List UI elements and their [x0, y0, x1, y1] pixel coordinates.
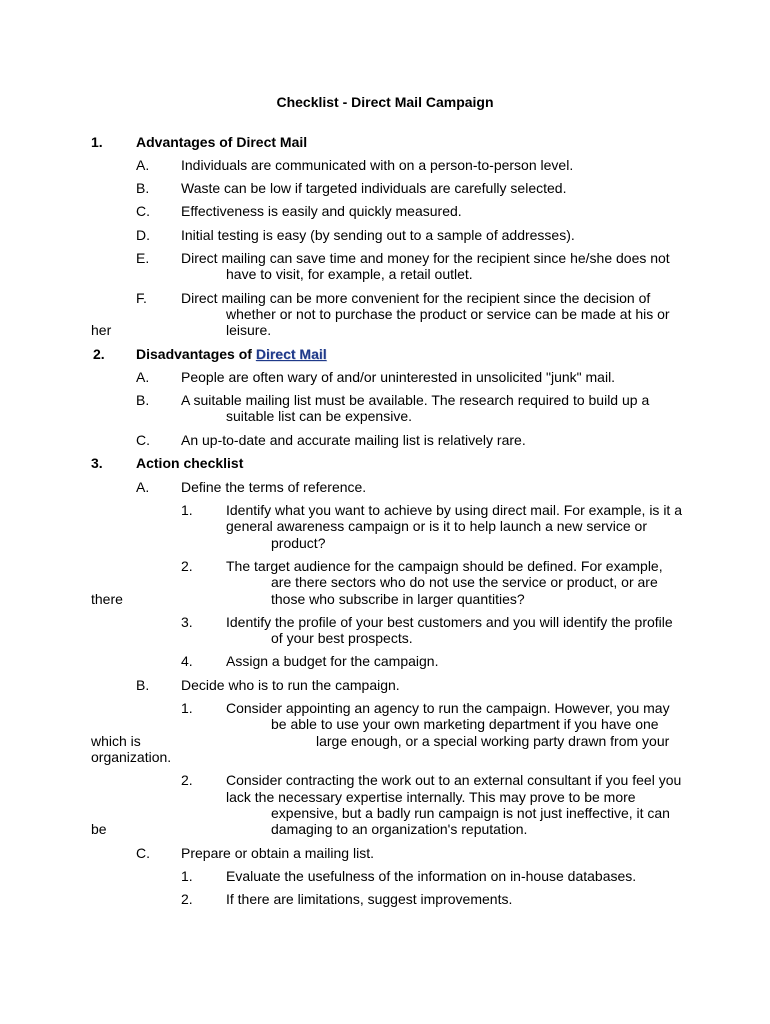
- item-text-continued: leisure.: [226, 322, 272, 338]
- section-2-heading: [136, 346, 327, 362]
- subitem-text: The target audience for the campaign should be defined. For example,: [226, 558, 663, 574]
- item-letter: D.: [136, 227, 150, 243]
- item-letter: A.: [136, 157, 150, 173]
- item-letter: C.: [136, 432, 150, 448]
- section-2-heading-prefix: Disadvantages of: [136, 346, 256, 362]
- item-text: Effectiveness is easily and quickly measured.: [181, 203, 462, 219]
- subitem-number: 1.: [181, 868, 193, 884]
- subitem-text-continued: product?: [271, 535, 326, 551]
- item-letter: C.: [136, 203, 150, 219]
- subitem-text-continued: general awareness campaign or is it to help launch a new service or: [226, 518, 648, 534]
- subitem-text-continued: large enough, or a special working party drawn from your: [316, 733, 670, 749]
- item-letter: B.: [136, 180, 150, 196]
- item-letter: B.: [136, 392, 150, 408]
- stray-word: her: [91, 322, 112, 338]
- section-1-heading: Advantages of Direct Mail: [136, 134, 308, 150]
- subsection-letter: A.: [136, 479, 150, 495]
- subsection-letter: B.: [136, 677, 150, 693]
- subitem-text-continued: those who subscribe in larger quantities?: [271, 591, 525, 607]
- subitem-number: 3.: [181, 614, 193, 630]
- subsection-letter: C.: [136, 845, 150, 861]
- direct-mail-link[interactable]: Direct Mail: [255, 346, 327, 362]
- item-letter: F.: [136, 290, 147, 306]
- item-letter: E.: [136, 250, 150, 266]
- subitem-number: 2.: [181, 772, 193, 788]
- subitem-text: Consider contracting the work out to an external consultant if you feel you: [226, 772, 682, 788]
- item-text: A suitable mailing list must be available. The research required to build up a: [181, 392, 650, 408]
- subitem-number: 1.: [181, 700, 193, 716]
- subitem-number: 1.: [181, 502, 193, 518]
- subitem-text-continued: damaging to an organization's reputation.: [271, 821, 528, 837]
- section-3-number: 3.: [91, 455, 103, 471]
- stray-word: be: [91, 821, 107, 837]
- stray-word: organization.: [91, 749, 172, 765]
- item-text: Direct mailing can be more convenient for the recipient since the decision of: [181, 290, 651, 306]
- item-text: Waste can be low if targeted individuals are carefully selected.: [181, 180, 567, 196]
- subitem-text-continued: expensive, but a badly run campaign is not just ineffective, it can: [271, 805, 670, 821]
- subitem-text: Identify what you want to achieve by using direct mail. For example, is it a: [226, 502, 682, 518]
- subsection-text: Prepare or obtain a mailing list.: [181, 845, 374, 861]
- item-letter: A.: [136, 369, 150, 385]
- item-text: Direct mailing can save time and money for the recipient since he/she does not: [181, 250, 670, 266]
- item-text-continued: suitable list can be expensive.: [226, 408, 412, 424]
- item-text: An up-to-date and accurate mailing list is relatively rare.: [181, 432, 526, 448]
- item-text-continued: have to visit, for example, a retail outlet.: [226, 266, 473, 282]
- subitem-text: Consider appointing an agency to run the campaign. However, you may: [226, 700, 670, 716]
- item-text: Individuals are communicated with on a person-to-person level.: [181, 157, 574, 173]
- stray-word: which is: [91, 733, 141, 749]
- subitem-text: Assign a budget for the campaign.: [226, 653, 439, 669]
- subsection-text: Define the terms of reference.: [181, 479, 367, 495]
- subitem-text-continued: lack the necessary expertise internally. This may prove to be more: [226, 789, 636, 805]
- page-title: Checklist - Direct Mail Campaign: [276, 94, 494, 110]
- subitem-text: Evaluate the usefulness of the information on in-house databases.: [226, 868, 637, 884]
- subitem-text: If there are limitations, suggest improvements.: [226, 891, 513, 907]
- subitem-text-continued: of your best prospects.: [271, 630, 413, 646]
- subitem-number: 4.: [181, 653, 193, 669]
- section-3-heading: Action checklist: [136, 455, 244, 471]
- subitem-number: 2.: [181, 558, 193, 574]
- item-text-continued: whether or not to purchase the product or service can be made at his or: [226, 306, 670, 322]
- subitem-text-continued: be able to use your own marketing department if you have one: [271, 716, 659, 732]
- item-text: Initial testing is easy (by sending out to a sample of addresses).: [181, 227, 575, 243]
- stray-word: there: [91, 591, 123, 607]
- subitem-text-continued: are there sectors who do not use the service or product, or are: [271, 574, 658, 590]
- subsection-text: Decide who is to run the campaign.: [181, 677, 400, 693]
- item-text: People are often wary of and/or uninterested in unsolicited "junk" mail.: [181, 369, 616, 385]
- section-2-number: 2.: [93, 346, 105, 362]
- subitem-number: 2.: [181, 891, 193, 907]
- subitem-text: Identify the profile of your best customers and you will identify the profile: [226, 614, 673, 630]
- section-1-number: 1.: [91, 134, 103, 150]
